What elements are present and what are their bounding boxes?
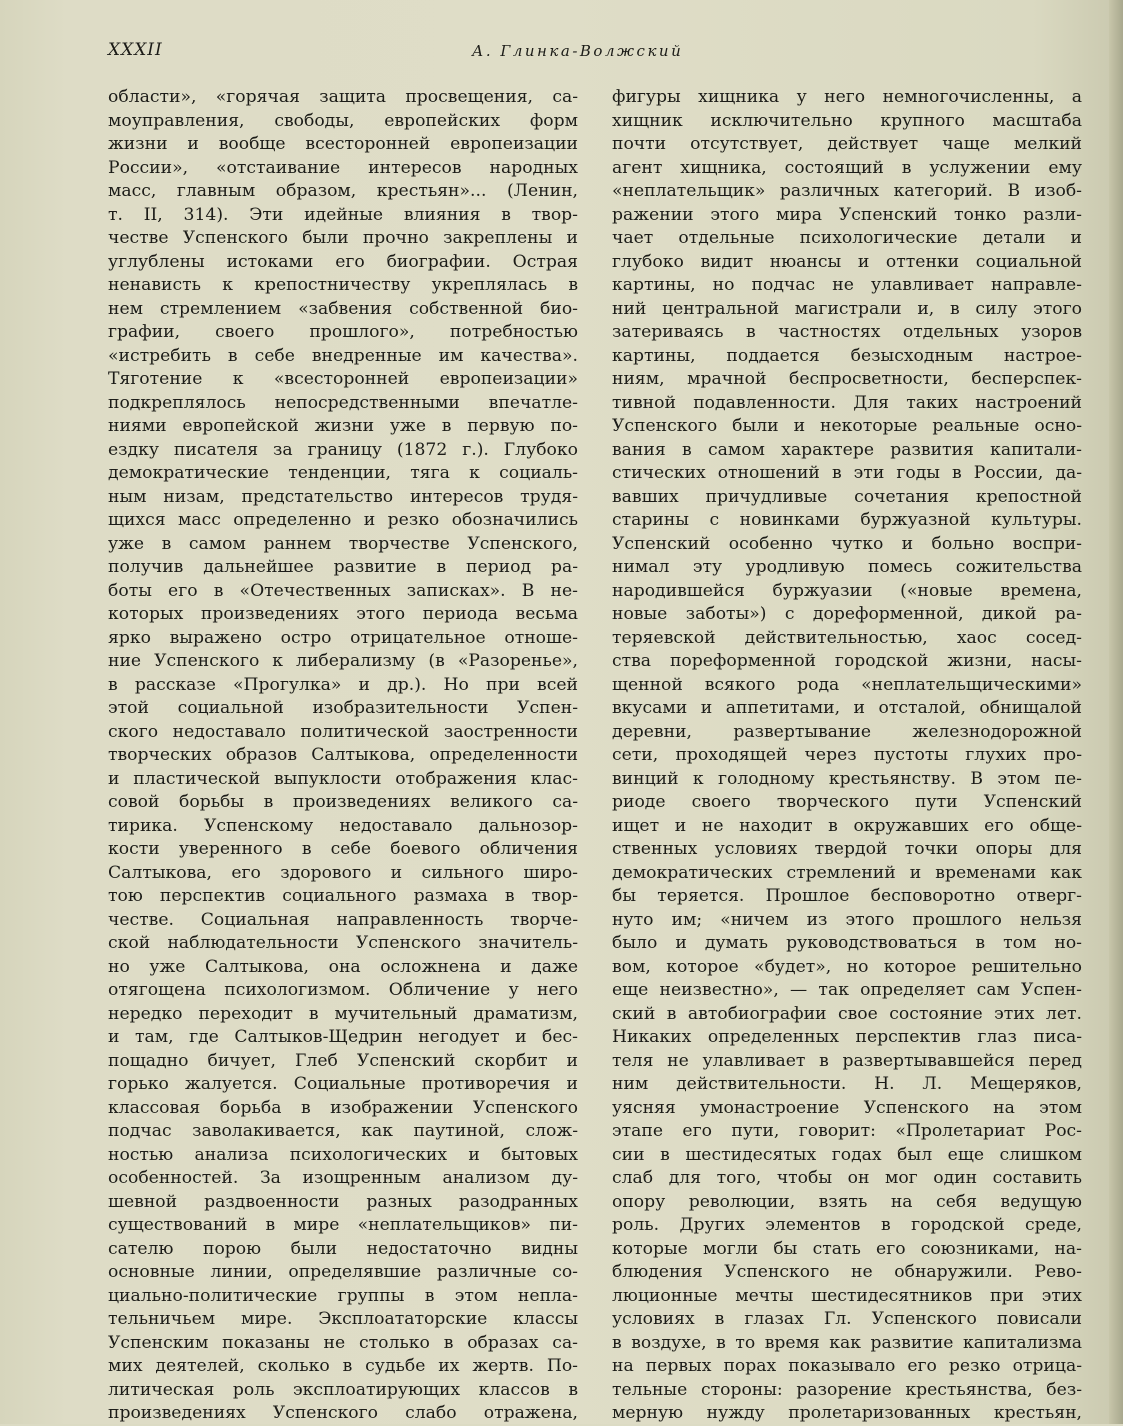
- page-edge-shadow: [1109, 0, 1123, 1424]
- text-line: бы теряется. Прошлое бесповоротно отверг-: [612, 886, 1082, 906]
- right-text-column: [612, 86, 1082, 1426]
- text-line: особенностей. За изощренным анализом ду-: [108, 1168, 578, 1188]
- text-line: деревни, развертывание железнодорожной: [612, 721, 1082, 742]
- page-number: XXXII: [108, 40, 163, 60]
- text-line: ской наблюдательности Успенского значитель-: [108, 933, 578, 953]
- text-line: тельные стороны: разорение крестьянства, без-: [612, 1379, 1082, 1400]
- text-line: картины, поддается безысходным настрое-: [612, 345, 1082, 366]
- text-line: сети, проходящей через пустоты глухих про-: [612, 745, 1082, 765]
- text-line: Успенского были и некоторые реальные осно-: [612, 416, 1082, 436]
- text-line: ниями европейской жизни уже в первую по-: [108, 416, 578, 436]
- text-line: боты его в «Отечественных записках». В не-: [108, 580, 578, 601]
- running-head: А. Глинка-Волжский: [472, 42, 684, 60]
- text-line: ярко выражено остро отрицательное отноше-: [108, 627, 578, 648]
- text-line: классовая борьба в изображении Успенского: [108, 1097, 578, 1118]
- text-line: ского недоставало политической заостренности: [108, 721, 578, 742]
- text-line: отягощена психологизмом. Обличение у него: [108, 980, 578, 1000]
- text-line: уже в самом раннем творчестве Успенского,: [108, 533, 578, 554]
- text-line: условиях в глазах Гл. Успенского повисали: [612, 1309, 1082, 1329]
- text-line: России», «отстаивание интересов народных: [108, 157, 578, 178]
- text-line: ний центральной магистрали и, в силу этого: [612, 298, 1082, 319]
- text-line: «неплательщик» различных категорий. В изоб-: [612, 181, 1082, 201]
- text-line: слаб для того, чтобы он мог один составить: [612, 1168, 1082, 1188]
- text-line: было и думать руководствоваться в том но-: [612, 933, 1082, 953]
- text-line: тою перспектив социального размаха в твор-: [108, 886, 578, 906]
- text-line: ства пореформенной городской жизни, насы-: [612, 651, 1082, 671]
- text-line: агент хищника, состоящий в услужении ему: [612, 157, 1082, 178]
- text-line: старины с новинками буржуазной культуры.: [612, 510, 1082, 530]
- text-line: сателю порою были недостаточно видны: [108, 1238, 578, 1259]
- text-line: ниям, мрачной беспросветности, бесперспек-: [612, 369, 1082, 389]
- text-line: ский в автобиографии свое состояние этих лет.: [612, 1003, 1082, 1024]
- text-line: но уже Салтыкова, она осложнена и даже: [108, 956, 578, 977]
- text-line: чает отдельные психологические детали и: [612, 228, 1082, 248]
- text-line: нимал эту уродливую помесь сожительства: [612, 557, 1082, 577]
- text-line: стических отношений в эти годы в России, да-: [612, 463, 1082, 483]
- text-line: ным низам, предстательство интересов трудя-: [108, 486, 578, 507]
- text-line: нередко переходит в мучительный драматизм,: [108, 1003, 578, 1024]
- text-line: основные линии, определявшие различные со-: [108, 1262, 578, 1282]
- text-line: в рассказе «Прогулка» и др.). Но при всей: [108, 674, 578, 695]
- text-line: которые могли бы стать его союзниками, на-: [612, 1238, 1082, 1259]
- text-line: вавших причудливые сочетания крепостной: [612, 486, 1082, 507]
- text-line: ним действительности. Н. Л. Мещеряков,: [612, 1074, 1082, 1094]
- text-line: и пластической выпуклости отображения клас-: [108, 768, 578, 789]
- text-line: совой борьбы в произведениях великого са-: [108, 792, 578, 812]
- text-line: вания в самом характере развития капитали-: [612, 439, 1082, 460]
- text-line: новые заботы») с дореформенной, дикой ра-: [612, 604, 1082, 624]
- text-line: которых произведениях этого периода весьма: [108, 604, 578, 624]
- text-line: картины, но подчас не улавливает направле-: [612, 275, 1082, 295]
- text-line: теля не улавливает в развертывавшейся перед: [612, 1050, 1082, 1071]
- page-header: [108, 40, 1098, 70]
- text-line: демократических стремлений и временами как: [612, 862, 1082, 883]
- text-line: Никаких определенных перспектив глаз писа-: [612, 1027, 1082, 1047]
- text-line: вкусами и аппетитами, и отсталой, обнищалой: [612, 698, 1082, 718]
- text-line: подчас заволакивается, как паутиной, слож-: [108, 1121, 578, 1141]
- text-line: ние Успенского к либерализму (в «Разоренье»,: [108, 651, 578, 671]
- text-line: честве Успенского были прочно закреплены и: [108, 228, 578, 248]
- text-line: «истребить в себе внедренные им качества».: [108, 345, 578, 366]
- text-line: и там, где Салтыков-Щедрин негодует и бес-: [108, 1027, 578, 1047]
- text-line: углублены истоками его биографии. Острая: [108, 251, 578, 272]
- text-line: ностью анализа психологических и бытовых: [108, 1144, 578, 1165]
- text-line: этапе его пути, говорит: «Пролетариат Рос-: [612, 1121, 1082, 1141]
- text-line: люционные мечты шестидесятников при этих: [612, 1285, 1082, 1306]
- text-line: риоде своего творческого пути Успенский: [612, 792, 1082, 812]
- text-line: произведениях Успенского слабо отражена,: [108, 1403, 578, 1423]
- text-line: в воздухе, в то время как развитие капитализма: [612, 1332, 1082, 1353]
- text-line: шевной раздвоенности разных разодранных: [108, 1191, 578, 1212]
- text-line: на первых порах показывало его резко отрица-: [612, 1356, 1082, 1376]
- text-line: циально-политические группы в этом непла-: [108, 1285, 578, 1306]
- text-line: хищник исключительно крупного масштаба: [612, 110, 1082, 131]
- text-line: роль. Других элементов в городской среде,: [612, 1215, 1082, 1235]
- text-line: уясняя умонастроение Успенского на этом: [612, 1097, 1082, 1118]
- text-line: подкреплялось непосредственными впечатле-: [108, 392, 578, 413]
- text-line: винций к голодному крестьянству. В этом пе-: [612, 768, 1082, 789]
- text-line: щихся масс определенно и резко обозначились: [108, 510, 578, 530]
- text-line: опору революции, взять на себя ведущую: [612, 1191, 1082, 1212]
- text-line: Салтыкова, его здорового и сильного широ-: [108, 862, 578, 883]
- text-line: демократические тенденции, тяга к социаль-: [108, 463, 578, 483]
- text-line: ищет и не находит в окружавших его обще-: [612, 815, 1082, 836]
- text-line: Успенским показаны не столько в образах са-: [108, 1332, 578, 1353]
- text-line: народившейся буржуазии («новые времена,: [612, 580, 1082, 601]
- text-line: затериваясь в частностях отдельных узоров: [612, 322, 1082, 342]
- text-line: блюдения Успенского не обнаружили. Рево-: [612, 1262, 1082, 1282]
- text-line: тельничьем мире. Эксплоататорские классы: [108, 1309, 578, 1329]
- text-line: фигуры хищника у него немногочисленны, а: [612, 87, 1082, 107]
- text-line: масс, главным образом, крестьян»... (Ленин,: [108, 181, 578, 201]
- text-line: жизни и вообще всесторонней европеизации: [108, 134, 578, 154]
- text-line: этой социальной изобразительности Успен-: [108, 698, 578, 718]
- text-line: тивной подавленности. Для таких настроений: [612, 392, 1082, 413]
- text-line: мерную нужду пролетаризованных крестьян,: [612, 1403, 1082, 1423]
- text-line: сии в шестидесятых годах был еще слишком: [612, 1144, 1082, 1165]
- text-line: теряевской действительностью, хаос сосед-: [612, 627, 1082, 648]
- text-line: нем стремлением «забвения собственной био-: [108, 298, 578, 319]
- text-line: кости уверенного в себе боевого обличения: [108, 839, 578, 859]
- text-line: творческих образов Салтыкова, определенности: [108, 745, 578, 765]
- text-line: т. II, 314). Эти идейные влияния в твор-: [108, 204, 578, 225]
- text-line: Успенский особенно чутко и больно воспри-: [612, 533, 1082, 554]
- text-line: ненависть к крепостничеству укреплялась в: [108, 275, 578, 295]
- text-line: тирика. Успенскому недоставало дальнозор-: [108, 815, 578, 836]
- text-line: вом, которое «будет», но которое решительно: [612, 956, 1082, 977]
- text-line: нуто им; «ничем из этого прошлого нельзя: [612, 909, 1082, 930]
- text-line: ражении этого мира Успенский тонко разли-: [612, 204, 1082, 225]
- text-line: Тяготение к «всесторонней европеизации»: [108, 369, 578, 389]
- text-line: честве. Социальная направленность творче-: [108, 909, 578, 930]
- text-line: пощадно бичует, Глеб Успенский скорбит и: [108, 1050, 578, 1071]
- left-text-column: [108, 86, 578, 1426]
- text-line: литическая роль эксплоатирующих классов в: [108, 1379, 578, 1400]
- text-line: почти отсутствует, действует чаще мелкий: [612, 134, 1082, 154]
- text-line: графии, своего прошлого», потребностью: [108, 322, 578, 342]
- text-line: горько жалуется. Социальные противоречия и: [108, 1074, 578, 1094]
- text-line: ездку писателя за границу (1872 г.). Глубоко: [108, 439, 578, 460]
- text-line: мих деятелей, сколько в судьбе их жертв. По-: [108, 1356, 578, 1376]
- text-line: моуправления, свободы, европейских форм: [108, 110, 578, 131]
- text-line: существований в мире «неплательщиков» пи-: [108, 1215, 578, 1235]
- text-line: еще неизвестно», — так определяет сам Успен-: [612, 980, 1082, 1000]
- text-line: области», «горячая защита просвещения, са-: [108, 87, 578, 107]
- text-line: щенной всякого рода «неплательщическими»: [612, 674, 1082, 695]
- text-line: получив дальнейшее развитие в период ра-: [108, 557, 578, 577]
- text-line: ственных условиях твердой точки опоры для: [612, 839, 1082, 859]
- text-line: глубоко видит нюансы и оттенки социальной: [612, 251, 1082, 272]
